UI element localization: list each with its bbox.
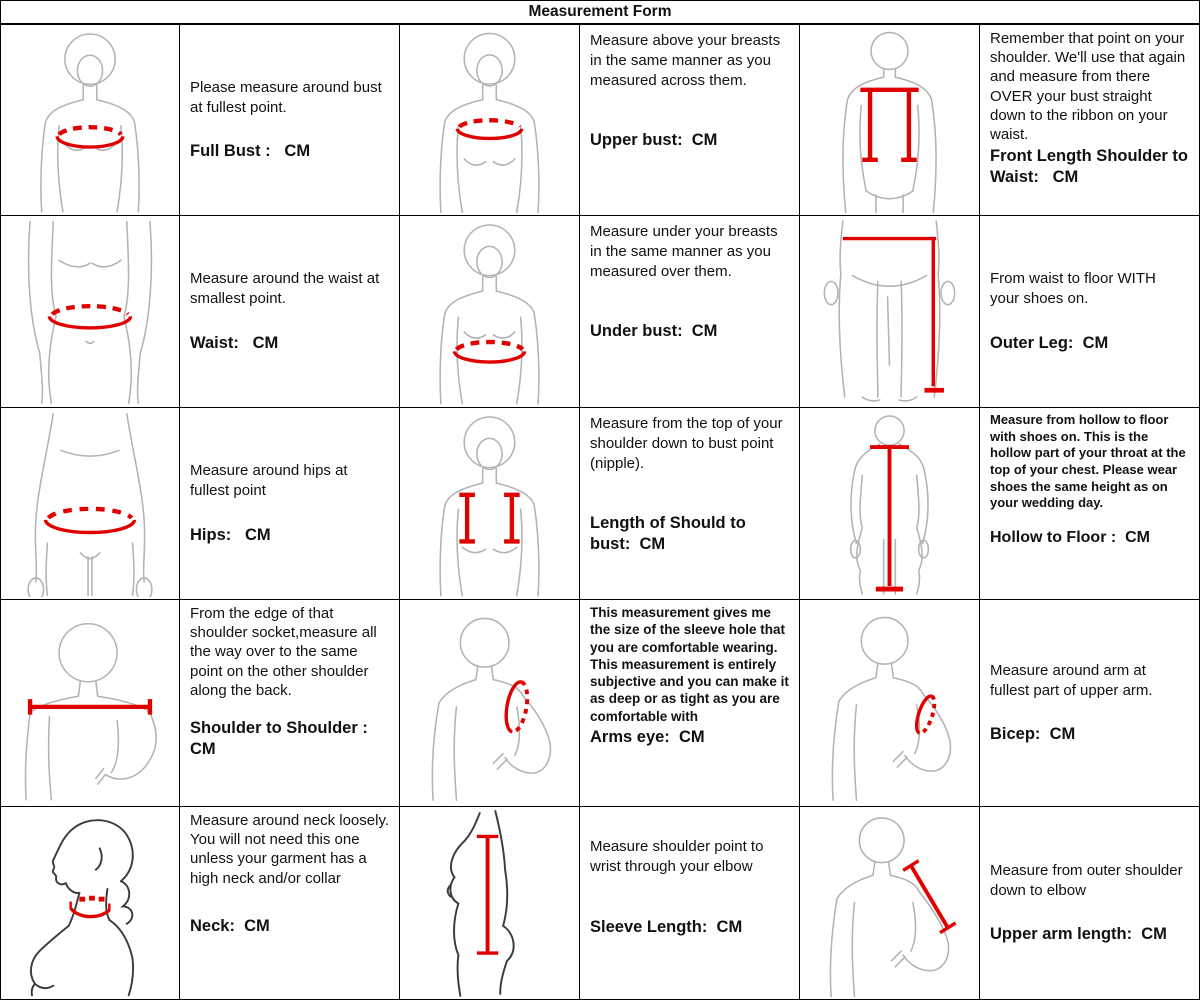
instruction-text: Measure under your breasts in the same manner as you measured over them. [590, 223, 778, 280]
woman-profile-neck-icon [3, 809, 177, 997]
hollow-to-floor-cell [979, 407, 1199, 599]
woman-front-bust-icon [3, 27, 177, 213]
upper-arm-length-figure [799, 806, 979, 999]
waist-cell [179, 215, 399, 407]
neck-figure [1, 806, 179, 999]
under-bust-figure [399, 215, 579, 407]
shoulder-to-bust-figure [399, 407, 579, 599]
full-bust-figure [1, 25, 179, 215]
arms-eye-cell [579, 599, 799, 806]
front-length-figure [799, 25, 979, 215]
woman-back-arms-eye-icon [402, 602, 577, 804]
instruction-text: This measurement gives me the size of the sleeve hole that you are comfortable wearing. This measurement is entirely subjective and you can make it as deep or as tight as you are comfortable with [590, 605, 789, 724]
bicep-figure [799, 599, 979, 806]
hollow-to-floor-figure [799, 407, 979, 599]
woman-back-hollow-floor-icon [802, 410, 977, 597]
instruction-text: Measure around neck loosely. You will not need this one unless your garment has a high neck and/or collar [190, 812, 389, 887]
woman-side-back-length-icon [402, 809, 577, 997]
measurement-label: Upper bust: CM [590, 131, 718, 150]
sleeve-length-figure [399, 806, 579, 999]
bicep-cell [979, 599, 1199, 806]
measurement-label: Sleeve Length: CM [590, 917, 743, 936]
measurement-label: Bicep: CM [990, 725, 1076, 744]
woman-front-under-bust-icon [402, 218, 577, 405]
measurement-label: Front Length Shoulder to Waist: CM [990, 147, 1193, 186]
sleeve-length-cell [579, 806, 799, 999]
measurement-label: Arms eye: CM [590, 727, 705, 746]
instruction-text: Measure from outer shoulder down to elbow [990, 861, 1183, 899]
measurement-table [1, 25, 1199, 999]
legs-back-outer-leg-icon [802, 218, 977, 405]
instruction-text: Remember that point on your shoulder. We'll use that again and measure from there OVER your bust straight down to the ribbon on your waist. [990, 30, 1186, 143]
measurement-label: Length of Should to bust: CM [590, 514, 751, 554]
waist-figure [1, 215, 179, 407]
upper-bust-cell [579, 25, 799, 215]
measurement-label: Shoulder to Shoulder : CM [190, 718, 373, 758]
upper-arm-length-cell [979, 806, 1199, 999]
woman-upper-arm-icon [802, 809, 977, 997]
instruction-text: Please measure around bust at fullest point. [190, 78, 382, 116]
neck-cell [179, 806, 399, 999]
torso-front-hips-icon [3, 410, 177, 597]
shoulder-to-shoulder-figure [1, 599, 179, 806]
shoulder-to-bust-cell [579, 407, 799, 599]
woman-front-upper-bust-icon [402, 27, 577, 213]
woman-front-shoulder-bust-icon [402, 410, 577, 597]
instruction-text: From the edge of that shoulder socket,measure all the way over to the same point on the other shoulder along the back. [190, 605, 377, 699]
measurement-label: Upper arm length: CM [990, 925, 1167, 944]
outer-leg-figure [799, 215, 979, 407]
instruction-text: Measure above your breasts in the same manner as you measured across them. [590, 32, 781, 89]
upper-bust-figure [399, 25, 579, 215]
front-length-cell [979, 25, 1199, 215]
measurement-label: Waist: CM [190, 333, 279, 352]
woman-back-shoulders-icon [3, 602, 177, 804]
woman-back-front-length-icon [802, 27, 977, 213]
instruction-text: Measure from hollow to floor with shoes on. This is the hollow part of your throat at the top of your chest. Please wear shoes the same height as on your wedding day. [990, 412, 1186, 511]
woman-bicep-icon [802, 602, 977, 804]
measurement-label: Neck: CM [190, 916, 270, 935]
page-title: Measurement Form [1, 1, 1199, 25]
instruction-text: Measure around arm at fullest part of upper arm. [990, 661, 1153, 699]
measurement-label: Hips: CM [190, 525, 271, 544]
instruction-text: Measure shoulder point to wrist through your elbow [590, 838, 764, 875]
hips-cell [179, 407, 399, 599]
instruction-text: From waist to floor WITH your shoes on. [990, 270, 1156, 308]
torso-front-waist-icon [3, 218, 177, 405]
hips-figure [1, 407, 179, 599]
shoulder-to-shoulder-cell [179, 599, 399, 806]
full-bust-cell [179, 25, 399, 215]
arms-eye-figure [399, 599, 579, 806]
under-bust-cell [579, 215, 799, 407]
instruction-text: Measure around the waist at smallest point. [190, 270, 380, 308]
instruction-text: Measure around hips at fullest point [190, 462, 348, 500]
measurement-label: Full Bust : CM [190, 142, 311, 161]
measurement-label: Outer Leg: CM [990, 333, 1109, 352]
outer-leg-cell [979, 215, 1199, 407]
instruction-text: Measure from the top of your shoulder down to bust point (nipple). [590, 415, 783, 472]
measurement-label: Hollow to Floor : CM [990, 528, 1150, 546]
measurement-label: Under bust: CM [590, 322, 718, 341]
